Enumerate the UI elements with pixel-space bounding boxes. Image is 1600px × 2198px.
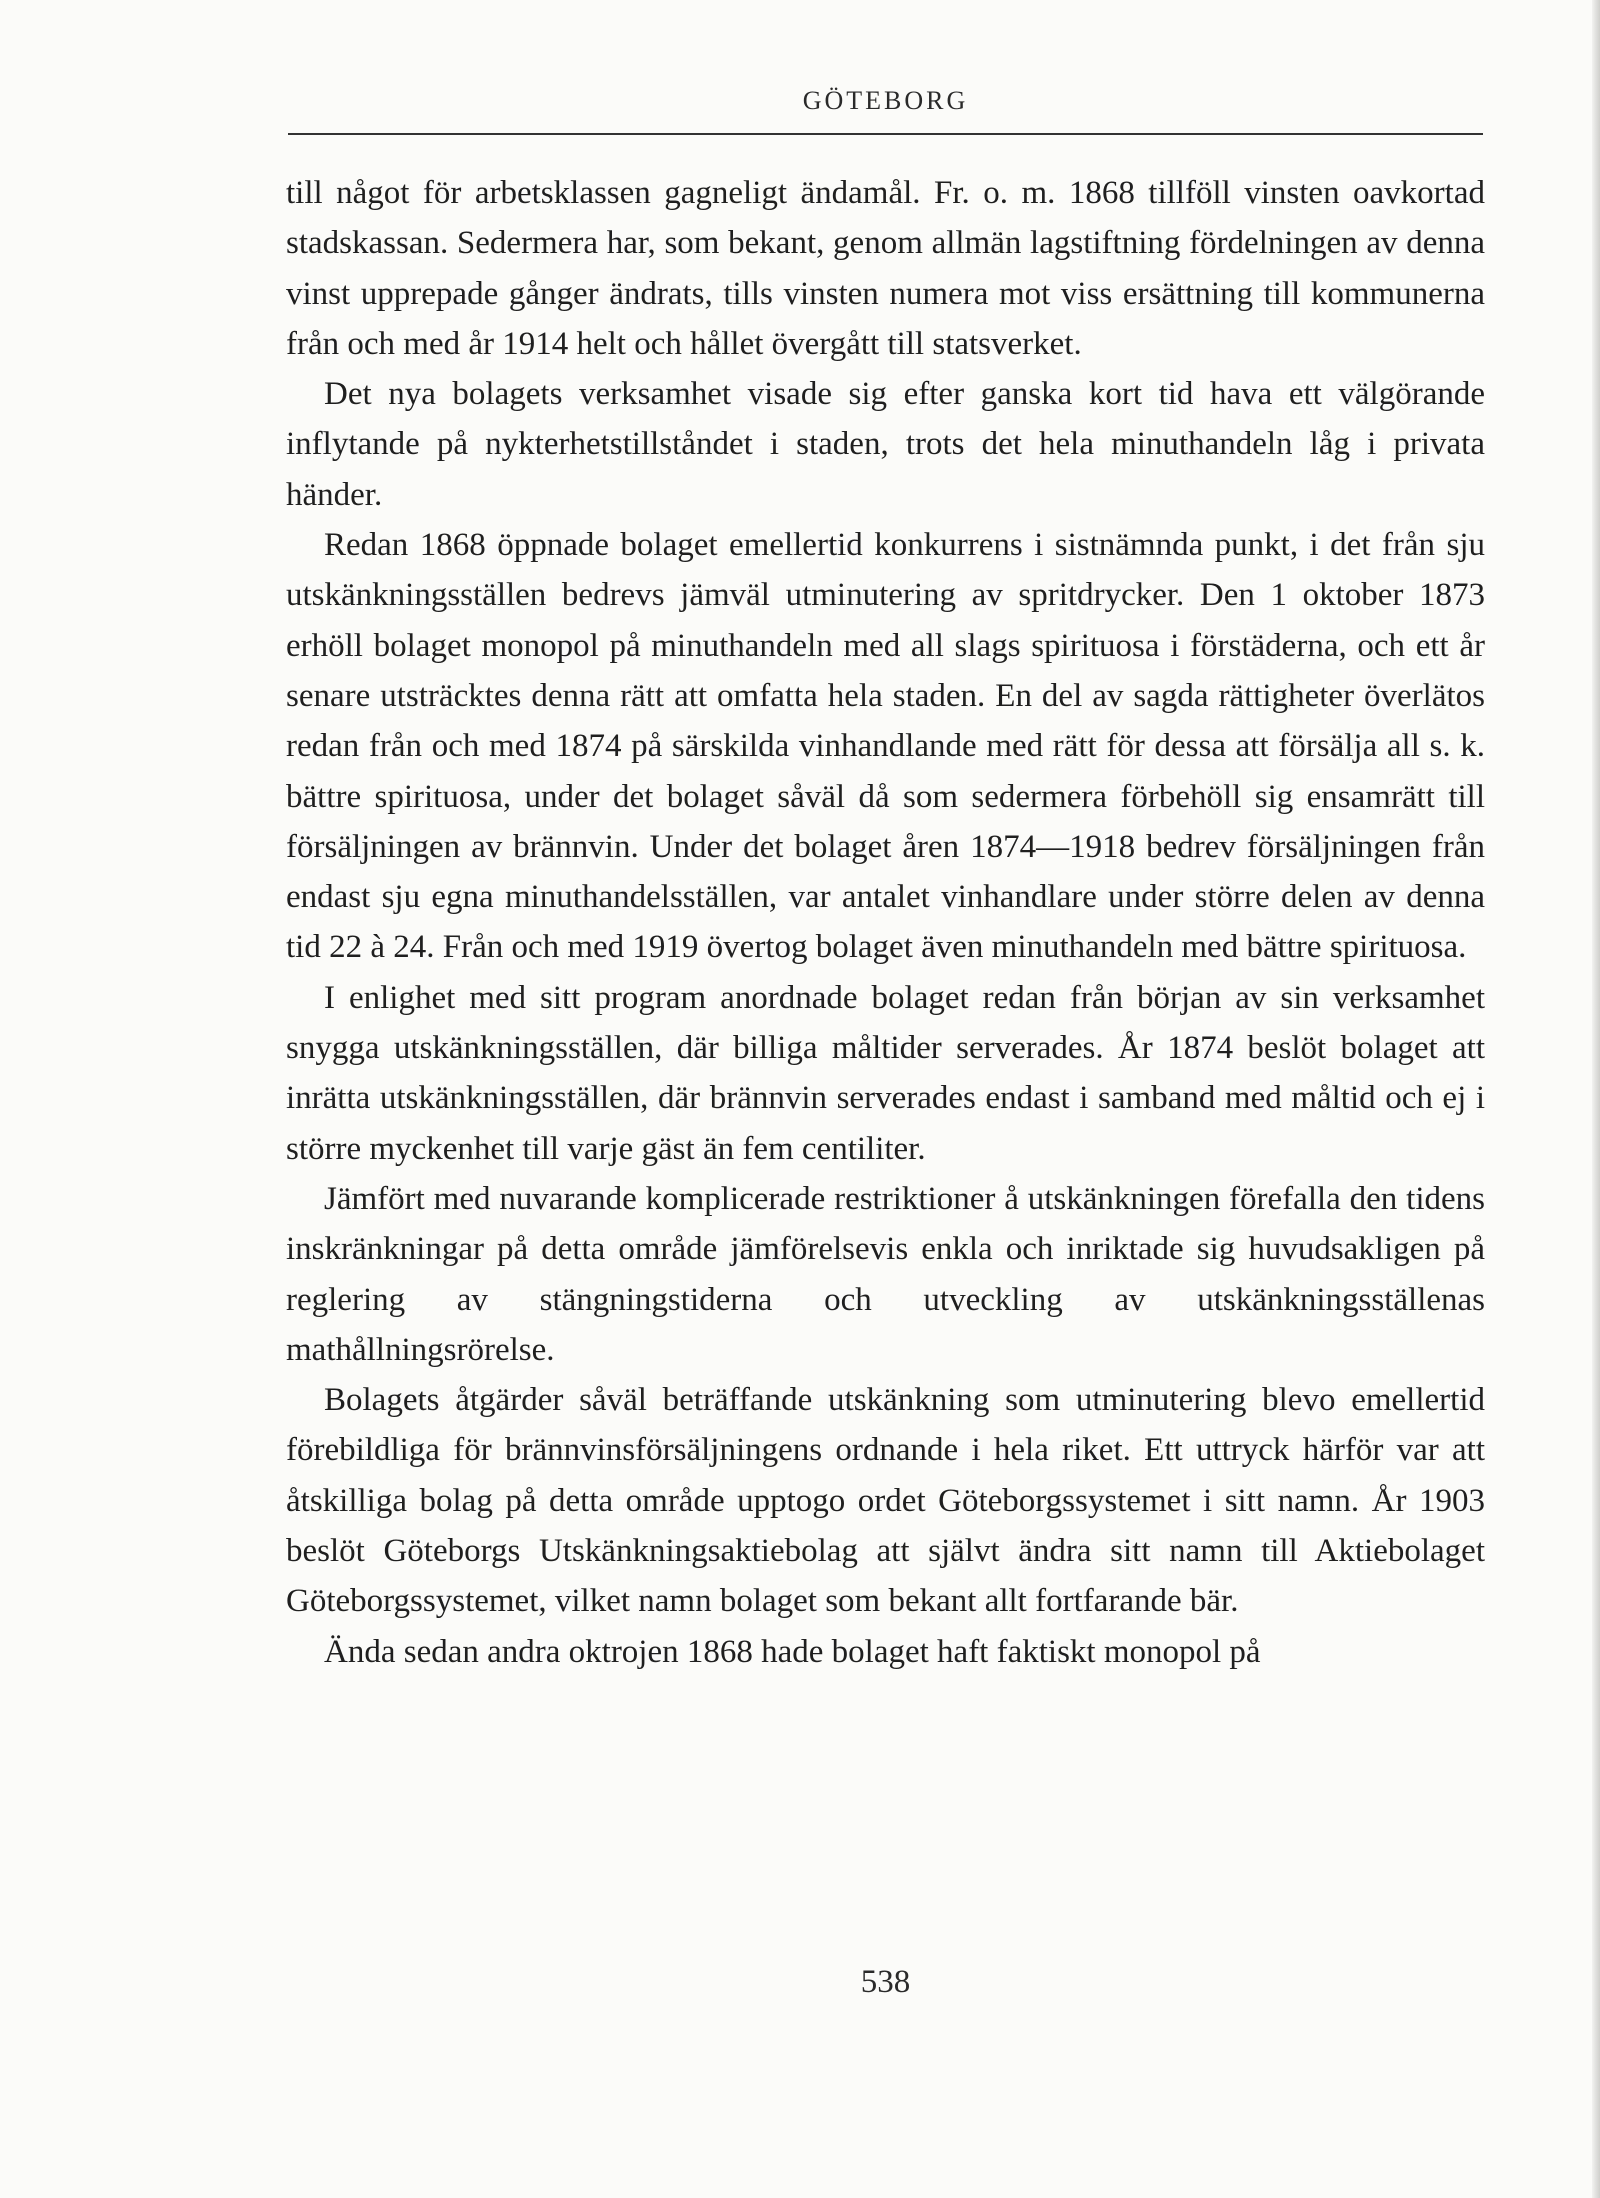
paragraph-7: Ända sedan andra oktrojen 1868 hade bolaget haft faktiskt monopol på [324,1633,1261,1670]
running-header-title: GÖTEBORG [802,86,969,115]
paragraph-4: I enlighet med sitt program anordnade bolaget redan från början av sin verksamhet snygga utskänkningsställen, där billiga måltider serverades. År 1874 beslöt bolaget att inrätta utskänkningsställen, där brännvin serverades endast i samband med måltid och ej i större myckenhet till varje gäst än fem centiliter. [286,979,1485,1167]
header-rule [288,133,1483,135]
page-edge-shadow [1592,0,1600,2198]
body-text [286,168,1485,1677]
paragraph-5: Jämfört med nuvarande komplicerade restriktioner å utskänkningen förefalla den tidens inskränkningar på detta område jämförelsevis enkla och inriktade sig huvudsakligen på reglering av stängningstiderna och utveckling av utskänkningsställenas mathållningsrörelse. [286,1180,1485,1368]
page-number: 538 [860,1964,911,2000]
paragraph-2: Det nya bolagets verksamhet visade sig efter ganska kort tid hava ett välgörande inflytande på nykterhetstillståndet i staden, trots det hela minuthandeln låg i privata händer. [286,376,1485,513]
paragraph-6: Bolagets åtgärder såväl beträffande utskänkning som utminutering blevo emellertid förebildliga för brännvinsförsäljningens ordnande i hela riket. Ett uttryck härför var att åtskilliga bolag på detta område upptogo ordet Göteborgssystemet i sitt namn. År 1903 beslöt Göteborgs Utskänkningsaktiebolag att självt ändra sitt namn till Aktiebolaget Göteborgssystemet, vilket namn bolaget som bekant allt fortfarande bär. [286,1382,1485,1620]
paragraph-3: Redan 1868 öppnade bolaget emellertid konkurrens i sistnämnda punkt, i det från sju utskänkningsställen bedrevs jämväl utminutering av spritdrycker. Den 1 oktober 1873 erhöll bolaget monopol på minuthandeln med all slags spirituosa i förstäderna, och ett år senare utsträcktes denna rätt att omfatta hela staden. En del av sagda rättigheter överlätos redan från och med 1874 på särskilda vinhandlande med rätt för dessa att försälja all s. k. bättre spirituosa, under det bolaget såväl då som sedermera förbehöll sig ensamrätt till försäljningen av brännvin. Under det bolaget åren 1874—1918 bedrev försäljningen från endast sju egna minuthandelsställen, var antalet vinhandlare under större delen av denna tid 22 à 24. Från och med 1919 övertog bolaget även minuthandeln med bättre spirituosa. [286,527,1485,966]
paragraph-1: till något för arbetsklassen gagneligt ändamål. Fr. o. m. 1868 tillföll vinsten oavkortad stadskassan. Sedermera har, som bekant, genom allmän lagstiftning fördelningen av denna vinst upprepade gånger ändrats, tills vinsten numera mot viss ersättning till kommunerna från och med år 1914 helt och hållet övergått till statsverket. [286,175,1485,362]
